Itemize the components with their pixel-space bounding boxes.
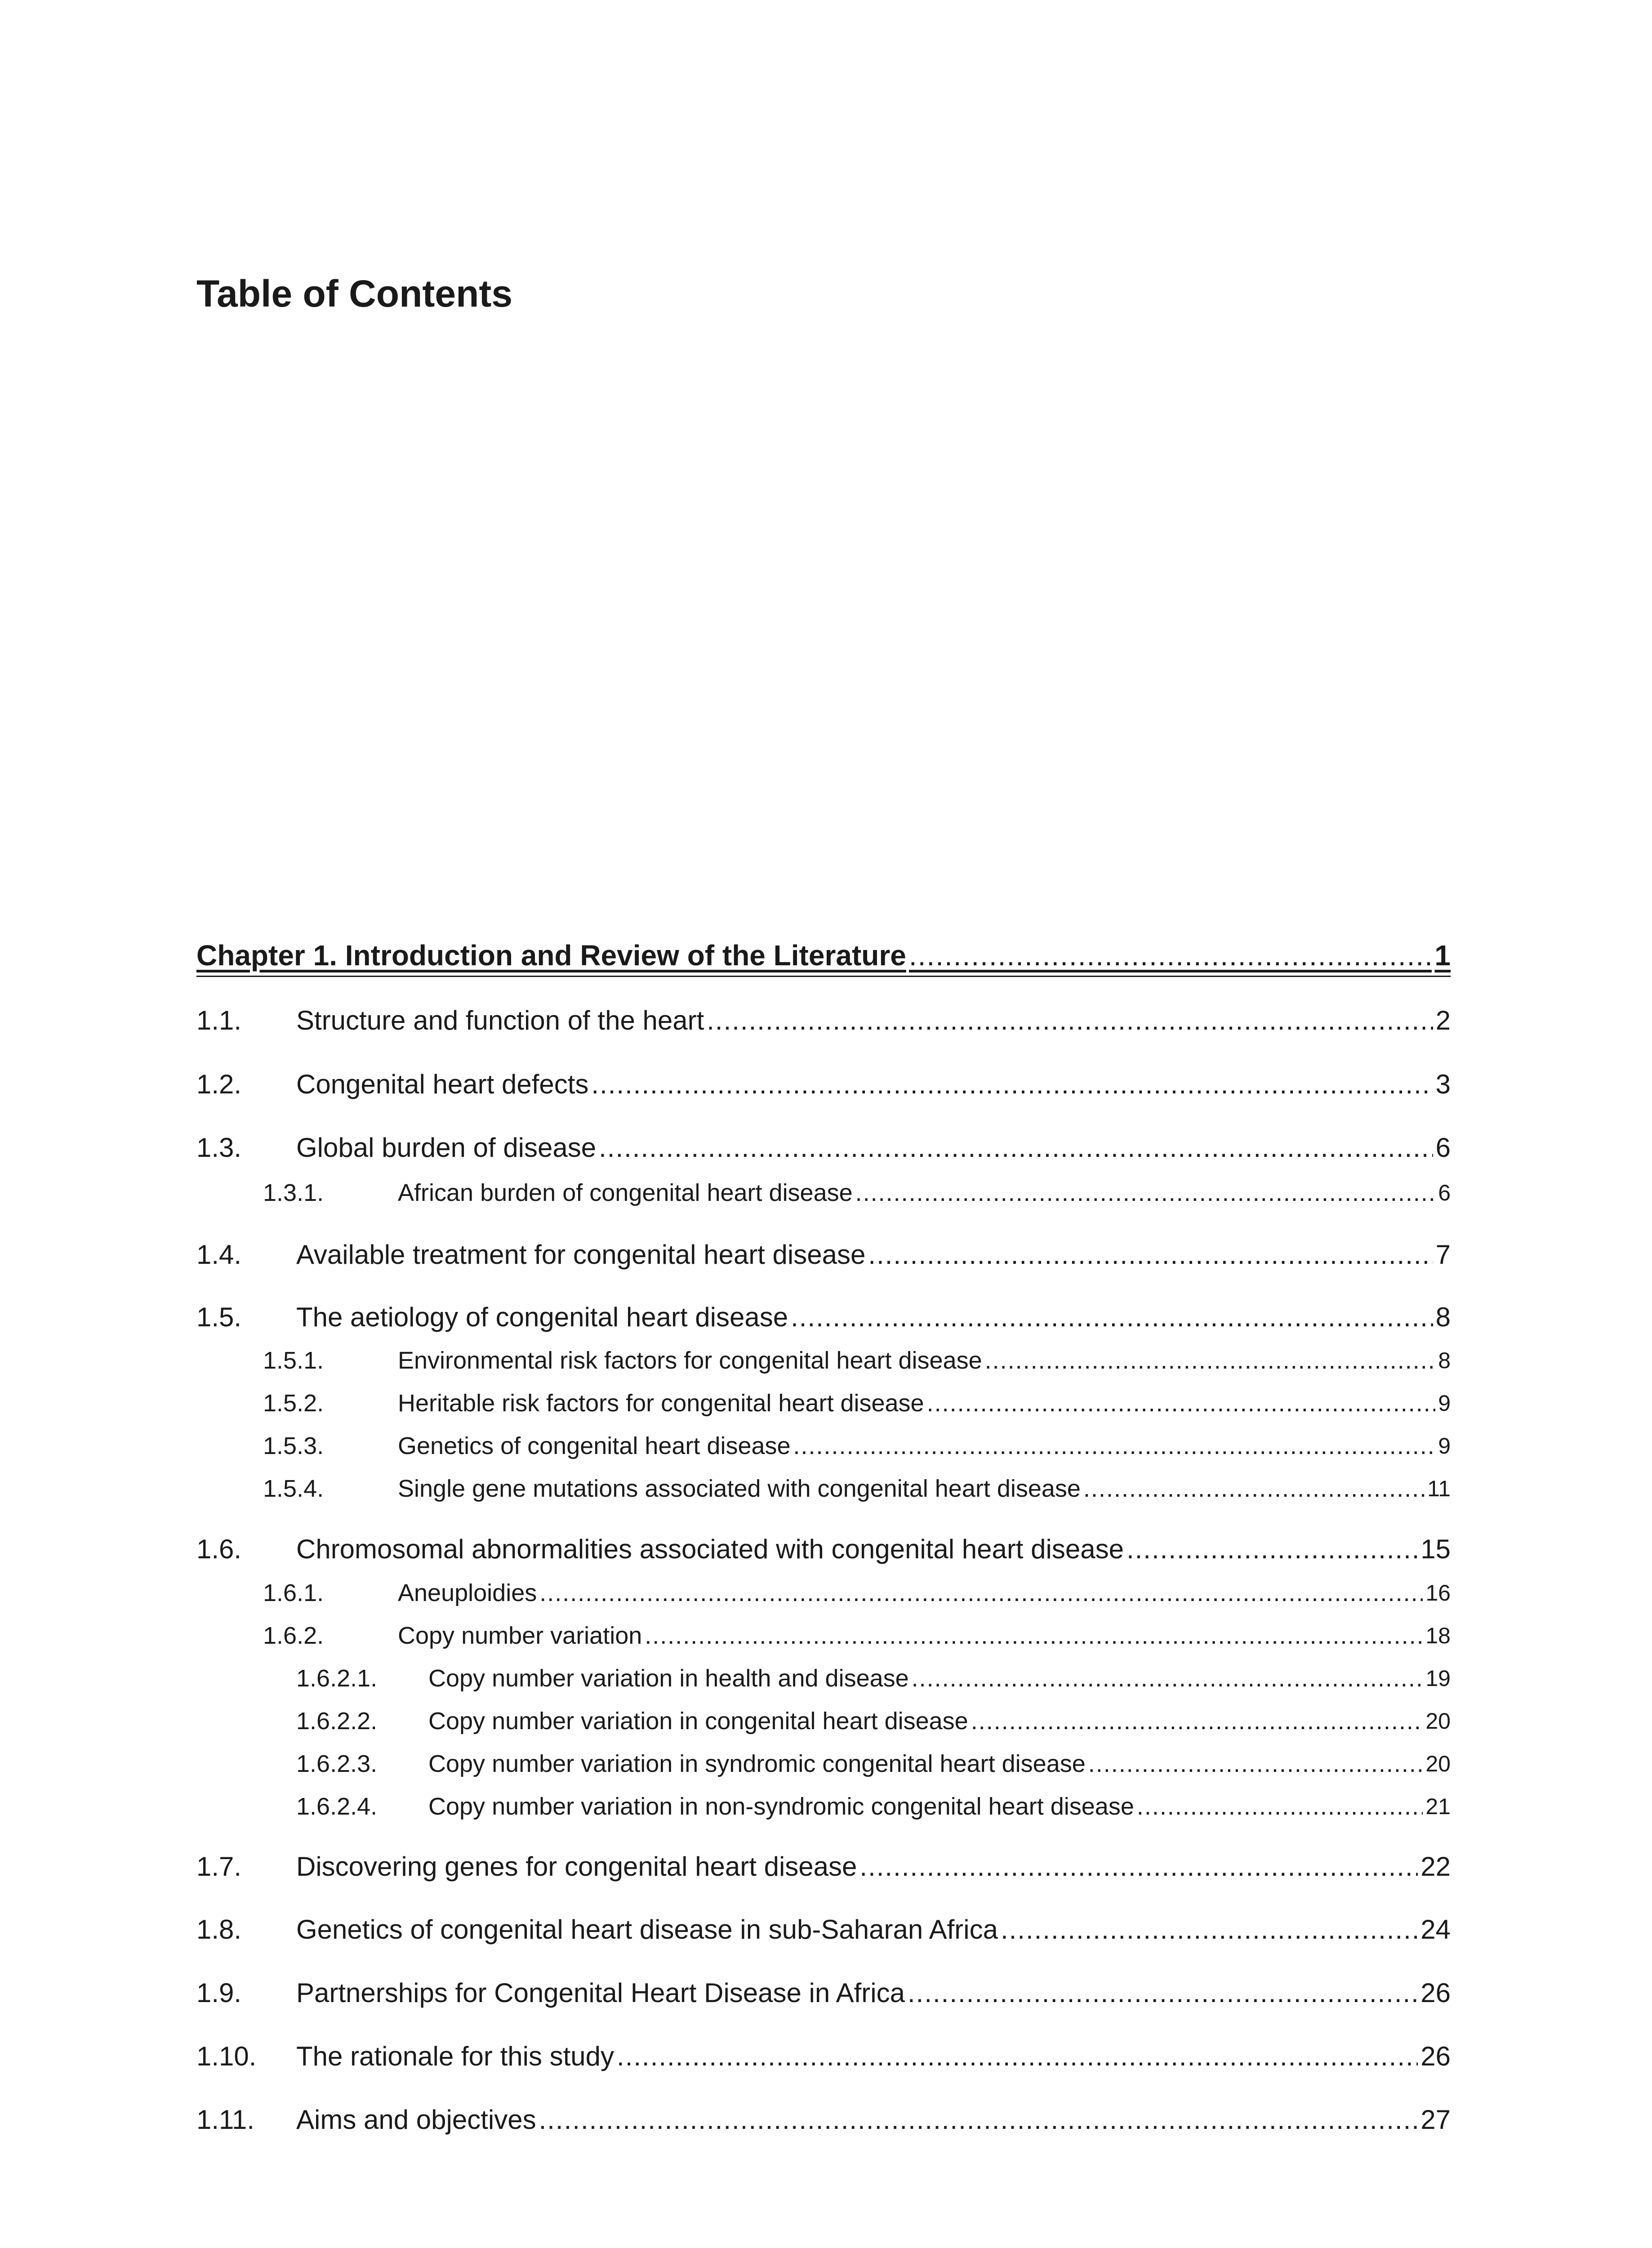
toc-number: 1.11. [196, 2105, 254, 2135]
toc-page-number: 8 [1438, 1348, 1451, 1373]
toc-page-number: 9 [1438, 1391, 1451, 1416]
toc-page-number: 2 [1435, 1005, 1451, 1035]
toc-leader [539, 2101, 1418, 2139]
toc-leader [855, 1176, 1436, 1210]
toc-number: 1.9. [196, 1978, 242, 2008]
toc-title: Copy number variation [398, 1622, 642, 1649]
toc-number: 1.6. [196, 1534, 242, 1564]
toc-number: 1.8. [196, 1914, 242, 1945]
toc-number: 1.5.2. [263, 1390, 324, 1417]
toc-title: Global burden of disease [296, 1133, 597, 1163]
toc-leader [909, 935, 1432, 976]
toc-title: Available treatment for congenital heart disease [296, 1240, 866, 1270]
toc-title: Copy number variation in non-syndromic congenital heart disease [428, 1793, 1134, 1820]
toc-entry-1-7[interactable] [196, 1848, 1451, 1886]
toc-number: 1.4. [196, 1240, 242, 1270]
toc-page-number: 20 [1425, 1708, 1451, 1734]
toc-title: Discovering genes for congenital heart disease [296, 1851, 857, 1882]
toc-leader [645, 1619, 1423, 1653]
toc-title: Partnerships for Congenital Heart Disease in Africa [296, 1978, 905, 2008]
toc-entry-1-5-2[interactable] [196, 1386, 1451, 1420]
toc-title: Single gene mutations associated with congenital heart disease [398, 1475, 1081, 1502]
toc-entry-1-3-1[interactable] [196, 1176, 1451, 1210]
toc-title: Structure and function of the heart [296, 1005, 704, 1035]
toc-leader [591, 1066, 1433, 1103]
toc-entry-1-5[interactable] [196, 1298, 1451, 1336]
toc-entry-1-3[interactable] [196, 1129, 1451, 1167]
toc-number: 1.5.1. [263, 1347, 324, 1374]
toc-entry-1-8[interactable] [196, 1911, 1451, 1949]
toc-entry-1-6[interactable] [196, 1530, 1451, 1568]
toc-page-number: 20 [1425, 1751, 1451, 1776]
toc-number: 1.6.2.2. [296, 1708, 378, 1735]
toc-number: 1.6.2.3. [296, 1750, 378, 1777]
toc-page-number: 8 [1435, 1302, 1451, 1332]
toc-leader [1137, 1789, 1423, 1824]
table-of-contents [196, 0, 1451, 2248]
toc-title: The rationale for this study [296, 2041, 614, 2071]
toc-number: 1.3. [196, 1133, 242, 1163]
toc-entry-1-2[interactable] [196, 1066, 1451, 1103]
toc-page-number: 22 [1420, 1851, 1451, 1882]
toc-title: Copy number variation in congenital heart disease [428, 1708, 968, 1735]
toc-leader [859, 1848, 1418, 1886]
toc-number: 1.6.1. [263, 1579, 324, 1606]
toc-number: 1.6.2.1. [296, 1665, 378, 1692]
toc-leader [927, 1386, 1436, 1420]
toc-leader [908, 1974, 1418, 2012]
toc-number: 1.2. [196, 1069, 242, 1099]
toc-number: 1.5.4. [263, 1475, 324, 1502]
toc-leader [1088, 1747, 1423, 1781]
toc-leader [707, 1002, 1433, 1039]
toc-number: 1.5.3. [263, 1432, 324, 1459]
toc-entry-1-5-4[interactable] [196, 1472, 1451, 1506]
toc-page-number: 18 [1425, 1623, 1451, 1648]
toc-entry-1-1[interactable] [196, 1002, 1451, 1039]
toc-page-number: 15 [1420, 1534, 1451, 1564]
toc-entry-1-4[interactable] [196, 1236, 1451, 1274]
toc-number: 1.3.1. [263, 1179, 324, 1206]
toc-entry-1-6-2-1[interactable] [196, 1661, 1451, 1695]
toc-page-number: 21 [1425, 1794, 1451, 1819]
toc-entry-1-10[interactable] [196, 2038, 1451, 2075]
toc-entry-1-6-2-3[interactable] [196, 1747, 1451, 1781]
toc-page-number: 11 [1427, 1476, 1451, 1501]
toc-page-number: 6 [1438, 1180, 1451, 1205]
toc-title: The aetiology of congenital heart disease [296, 1302, 788, 1332]
toc-leader [791, 1298, 1433, 1336]
page-title: Table of Contents [196, 272, 513, 315]
toc-page-number: 24 [1420, 1914, 1451, 1945]
toc-title: Heritable risk factors for congenital heart disease [398, 1390, 924, 1417]
toc-page-number: 6 [1435, 1133, 1451, 1163]
toc-title: Genetics of congenital heart disease [398, 1432, 791, 1459]
toc-entry-1-5-1[interactable] [196, 1343, 1451, 1378]
toc-page-number: 16 [1425, 1580, 1451, 1606]
toc-title: Copy number variation in health and disease [428, 1665, 909, 1692]
toc-leader [985, 1343, 1436, 1378]
toc-entry-1-11[interactable] [196, 2101, 1451, 2139]
toc-entry-1-5-3[interactable] [196, 1429, 1451, 1463]
toc-page-number: 1 [1434, 939, 1451, 972]
toc-page-number: 19 [1425, 1666, 1451, 1691]
toc-title: Aims and objectives [296, 2105, 536, 2135]
toc-page-number: 9 [1438, 1433, 1451, 1459]
toc-page-number: 7 [1435, 1240, 1451, 1270]
toc-title: Aneuploidies [398, 1579, 537, 1606]
toc-leader [617, 2038, 1418, 2075]
toc-title: Copy number variation in syndromic congenital heart disease [428, 1750, 1086, 1777]
toc-title: African burden of congenital heart disease [398, 1179, 853, 1206]
toc-leader [1001, 1911, 1418, 1949]
toc-leader [1083, 1472, 1425, 1506]
toc-number: 1.1. [196, 1005, 242, 1035]
toc-leader [599, 1129, 1433, 1167]
toc-number: 1.6.2.4. [296, 1793, 378, 1820]
toc-page-number: 26 [1420, 1978, 1451, 2008]
toc-title: Genetics of congenital heart disease in sub-Saharan Africa [296, 1914, 998, 1945]
toc-entry-1-6-1[interactable] [196, 1576, 1451, 1610]
toc-title: Environmental risk factors for congenital heart disease [398, 1347, 982, 1374]
toc-entry-1-6-2[interactable] [196, 1619, 1451, 1653]
toc-leader [912, 1661, 1423, 1695]
toc-number: 1.6.2. [263, 1622, 324, 1649]
toc-number: 1.10. [196, 2041, 257, 2071]
toc-page-number: 26 [1420, 2041, 1451, 2071]
toc-entry-1-9[interactable] [196, 1974, 1451, 2012]
toc-page-number: 3 [1435, 1069, 1451, 1099]
toc-page-number: 27 [1420, 2105, 1451, 2135]
toc-title: Chromosomal abnormalities associated with congenital heart disease [296, 1534, 1124, 1564]
toc-leader [793, 1429, 1436, 1463]
toc-leader [971, 1704, 1423, 1738]
toc-chapter-title: Chapter 1. Introduction and Review of the Literature [196, 939, 906, 972]
toc-leader [1127, 1530, 1418, 1568]
toc-entry-1-6-2-4[interactable] [196, 1789, 1451, 1824]
toc-number: 1.7. [196, 1851, 242, 1882]
toc-entry-1-6-2-2[interactable] [196, 1704, 1451, 1738]
toc-leader [868, 1236, 1433, 1274]
toc-leader [539, 1576, 1423, 1610]
toc-chapter-1[interactable] [196, 935, 1451, 977]
toc-title: Congenital heart defects [296, 1069, 589, 1099]
toc-number: 1.5. [196, 1302, 242, 1332]
